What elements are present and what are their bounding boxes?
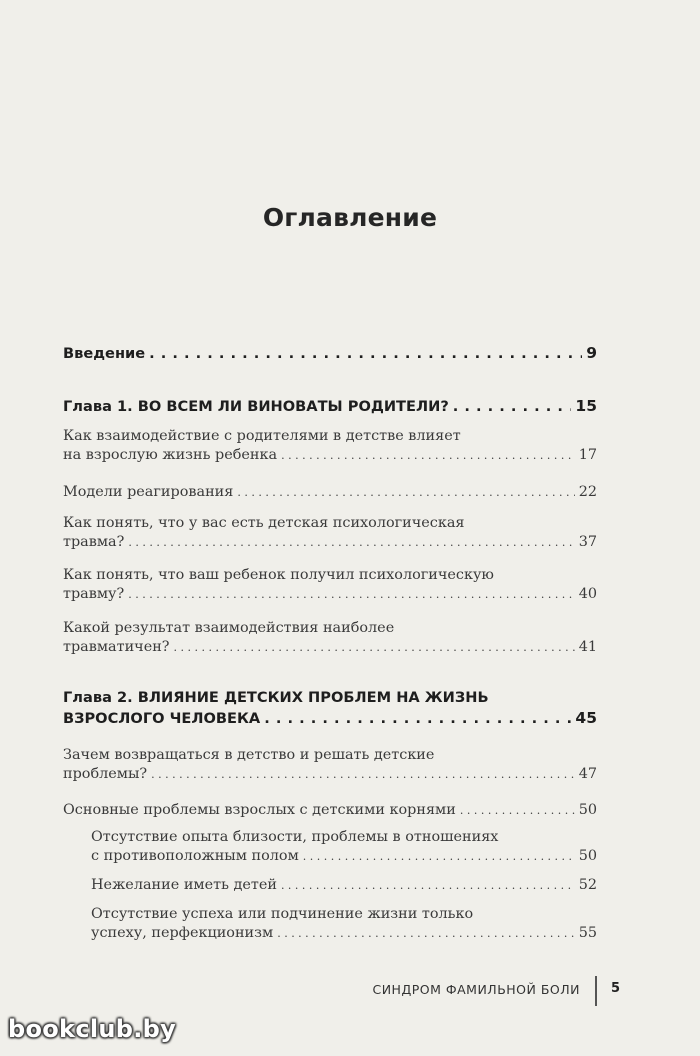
toc-entry <box>91 877 597 893</box>
toc-entry-text: Отсутствие опыта близости, проблемы в отношениях <box>91 829 499 845</box>
footer-divider <box>595 976 597 1006</box>
toc-page-number: 17 <box>578 447 597 463</box>
toc-page-number: 50 <box>578 802 597 818</box>
toc-dot-leader <box>460 804 575 817</box>
toc-entry-text: Отсутствие успеха или подчинение жизни только <box>91 906 474 922</box>
toc-entry-text: Как взаимодействие с родителями в детстве влияет <box>63 428 461 444</box>
toc-page-number: 45 <box>575 709 597 727</box>
page-footer <box>0 976 700 1006</box>
watermark-text: bookclub.by <box>8 1015 177 1043</box>
toc-entry-text: Введение <box>63 345 146 362</box>
toc-entry-text: Как понять, что ваш ребенок получил психологическую <box>63 567 494 583</box>
toc-entry <box>63 515 597 550</box>
toc-entry <box>63 428 597 463</box>
toc-dot-leader <box>281 879 575 892</box>
toc-dot-leader <box>237 486 574 499</box>
toc-page-number: 50 <box>578 848 597 864</box>
toc-entry-text: травму? <box>63 586 125 602</box>
toc-entry-text: Какой результат взаимодействия наиболее <box>63 620 395 636</box>
toc-entry-text: успеху, перфекционизм <box>91 925 274 941</box>
toc-entry-text: Зачем возвращаться в детство и решать детские <box>63 747 435 763</box>
toc-entry <box>63 344 597 362</box>
toc-entry-text: Модели реагирования <box>63 484 234 500</box>
toc-entry <box>63 802 597 818</box>
toc-dot-leader <box>128 588 574 601</box>
toc-entry <box>91 829 597 864</box>
toc-dot-leader <box>453 398 572 415</box>
toc-page-number: 55 <box>578 925 597 941</box>
toc-dot-leader <box>281 449 575 462</box>
toc-entry-text: травматичен? <box>63 639 170 655</box>
toc-entry <box>63 689 597 727</box>
toc-entry-text: Глава 2. ВЛИЯНИЕ ДЕТСКИХ ПРОБЛЕМ НА ЖИЗНЬ <box>63 689 489 706</box>
toc-page-number: 9 <box>586 344 597 362</box>
toc-page-number: 41 <box>578 639 597 655</box>
footer-page-number: 5 <box>611 981 621 996</box>
toc-entry <box>63 567 597 602</box>
toc-page-number: 37 <box>578 534 597 550</box>
toc-dot-leader <box>174 641 575 654</box>
toc-page-number: 47 <box>578 766 597 782</box>
toc-entry-text: на взрослую жизнь ребенка <box>63 447 278 463</box>
toc-dot-leader <box>151 768 575 781</box>
toc-dot-leader <box>277 927 574 940</box>
toc-entry <box>63 397 597 415</box>
toc-page-number: 52 <box>578 877 597 893</box>
toc-entry-text: проблемы? <box>63 766 148 782</box>
toc-entry <box>63 484 597 500</box>
toc-entry <box>63 620 597 655</box>
toc-entry <box>63 747 597 782</box>
toc-dot-leader <box>303 850 575 863</box>
toc-dot-leader <box>264 710 571 727</box>
toc-entry-text: Нежелание иметь детей <box>91 877 277 893</box>
toc-page-number: 15 <box>575 397 597 415</box>
toc-entry-text: Как понять, что у вас есть детская психологическая <box>63 515 465 531</box>
toc-entry-text: Глава 1. ВО ВСЕМ ЛИ ВИНОВАТЫ РОДИТЕЛИ? <box>63 398 449 415</box>
footer-book-title: СИНДРОМ ФАМИЛЬНОЙ БОЛИ <box>372 982 580 997</box>
toc-entry-text: ВЗРОСЛОГО ЧЕЛОВЕКА <box>63 710 261 727</box>
toc-entry <box>91 906 597 941</box>
toc-page-number: 40 <box>578 586 597 602</box>
toc-entry-text: с противоположным полом <box>91 848 299 864</box>
toc-dot-leader <box>128 536 574 549</box>
toc-dot-leader <box>149 345 582 362</box>
page-title: Оглавление <box>262 203 438 232</box>
toc-page-number: 22 <box>578 484 597 500</box>
toc-entry-text: Основные проблемы взрослых с детскими корнями <box>63 802 456 818</box>
toc-entry-text: травма? <box>63 534 125 550</box>
